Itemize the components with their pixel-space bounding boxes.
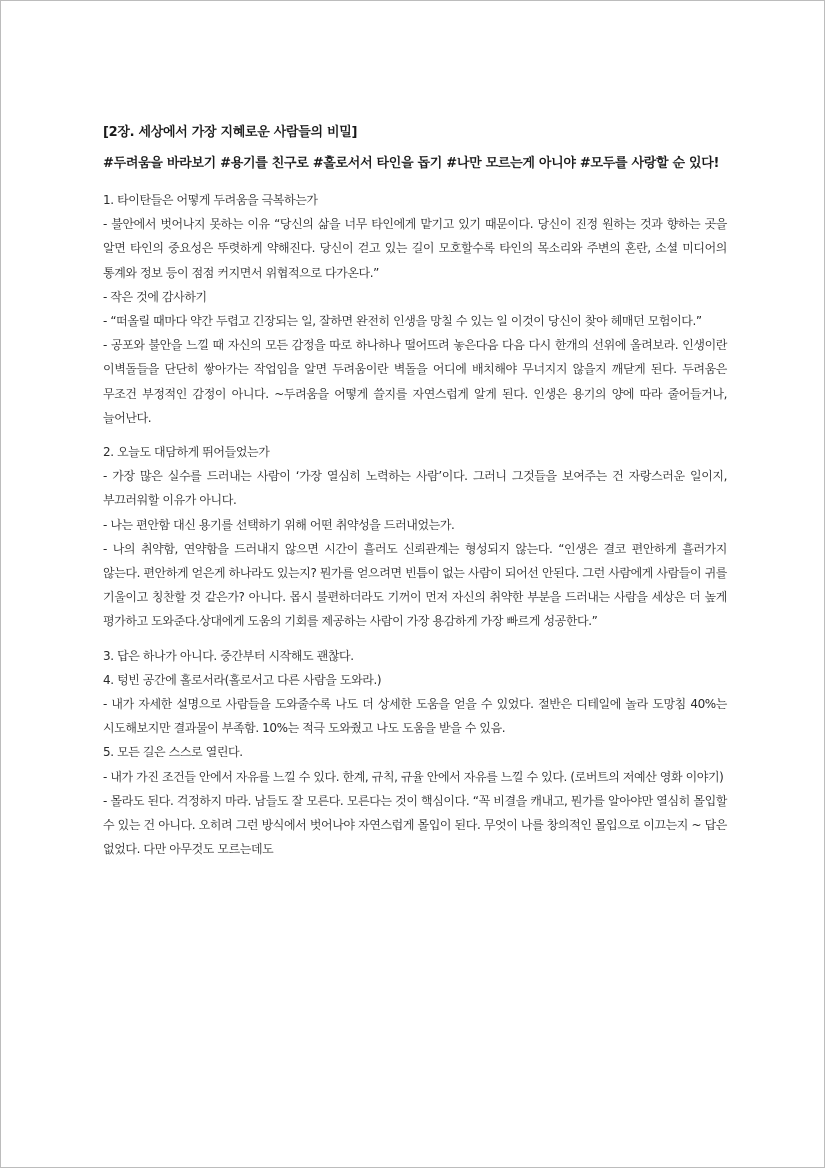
section-4-title: 4. 텅빈 공간에 홀로서라(홀로서고 다른 사람을 도와라.) [103, 672, 382, 687]
paragraph: - 불안에서 벗어나지 못하는 이유 “당신의 삶을 너무 타인에게 맡기고 있기 때문이다. 당신이 진정 원하는 것과 향하는 곳을 알면 타인의 중요성은 뚜렷하게 약해진다. 당신이 걷고 있는 길이 모호할수록 타인의 목소리와 주변의 혼란, 소셜 미디어의 통계와 정보 등이 점점 커지면서 위협적으로 다가온다.” [103, 217, 727, 280]
spacer [103, 634, 727, 644]
paragraph: - 작은 것에 감사하기 [103, 289, 207, 304]
paragraph: - 나는 편안함 대신 용기를 선택하기 위해 어떤 취약성을 드러내었는가. [103, 517, 455, 532]
paragraph: - 내가 가진 조건들 안에서 자유를 느낄 수 있다. 한계, 규칙, 규율 안에서 자유를 느낄 수 있다. (로버트의 저예산 영화 이야기) [103, 769, 724, 784]
paragraph: - 몰라도 된다. 걱정하지 마라. 남들도 잘 모른다. 모른다는 것이 핵심이다. “꼭 비결을 캐내고, 뭔가를 알아야만 열심히 몰입할 수 있는 건 아니다. 오히려 그런 방식에서 벗어나야 자연스럽게 몰입이 된다. 무엇이 나를 창의적인 몰입으로 이끄는지 ~ 답은 없었다. 다만 아무것도 모르는데도 [103, 793, 727, 857]
paragraph: - 가장 많은 실수를 드러내는 사람이 ‘가장 열심히 노력하는 사람’이다. 그러니 그것들을 보여주는 건 자랑스러운 일이지, 부끄러워할 이유가 아니다. [103, 469, 727, 508]
section-answers [103, 644, 727, 862]
section-3-title: 3. 답은 하나가 아니다. 중간부터 시작해도 괜찮다. [103, 648, 354, 663]
paragraph: - 내가 자세한 설명으로 사람들을 도와줄수록 나도 더 상세한 도움을 얻을 수 있었다. 절반은 디테일에 놀라 도망침 40%는 시도해보지만 결과물이 부족함. 10%는 적극 도와줬고 나도 도움을 받을 수 있음. [103, 697, 727, 736]
section-1-title: 1. 타이탄들은 어떻게 두려움을 극복하는가 [103, 193, 318, 207]
paragraph: - 공포와 불안을 느낄 때 자신의 모든 감정을 따로 하나하나 떨어뜨려 놓은다음 다음 다시 한개의 선위에 올려보라. 인생이란 이벽돌들을 단단히 쌓아가는 작업임을 알면 두려움이란 벽돌을 어디에 배치해야 무너지지 않을지 깨닫게 된다. 두려움은 무조건 부정적인 감정이 아니다. ~두려움을 어떻게 쓸지를 자연스럽게 알게 된다. 인생은 용기의 양에 따라 줄어들거나, 늘어난다. [103, 338, 727, 425]
section-titans-fear [103, 188, 727, 430]
section-boldly [103, 440, 727, 634]
section-5-title: 5. 모든 길은 스스로 열린다. [103, 745, 243, 760]
chapter-heading: [2장. 세상에서 가장 지혜로운 사람들의 비밀] [103, 125, 358, 140]
spacer [103, 430, 727, 440]
hashtag-line: #두려움을 바라보기 #용기를 친구로 #홀로서서 타인을 돕기 #나만 모르는게 아니야 #모두를 사랑할 순 있다! [103, 156, 720, 171]
paragraph: - “떠올릴 때마다 약간 두렵고 긴장되는 일, 잘하면 완전히 인생을 망칠 수 있는 일 이것이 당신이 찾아 헤매던 모험이다.” [103, 314, 702, 329]
paragraph: - 나의 취약함, 연약함을 드러내지 않으면 시간이 흘러도 신뢰관계는 형성되지 않는다. “인생은 결코 편안하게 흘러가지 않는다. 편안하게 얻은게 하나라도 있는지? 뭔가를 얻으려면 빈틈이 없는 사람이 되어선 안된다. 그런 사람에게 사람들이 귀를 기울이고 칭찬할 것 같은가? 아니다. 몹시 불편하더라도 기꺼이 먼저 자신의 취약한 부분을 드러내는 사람을 세상은 더 높게 평가하고 도와준다.상대에게 도움의 기회를 제공하는 사람이 가장 용감하게 가장 빠르게 성공한다.” [103, 541, 727, 629]
section-2-title: 2. 오늘도 대담하게 뛰어들었는가 [103, 445, 270, 460]
document-body [103, 120, 727, 861]
